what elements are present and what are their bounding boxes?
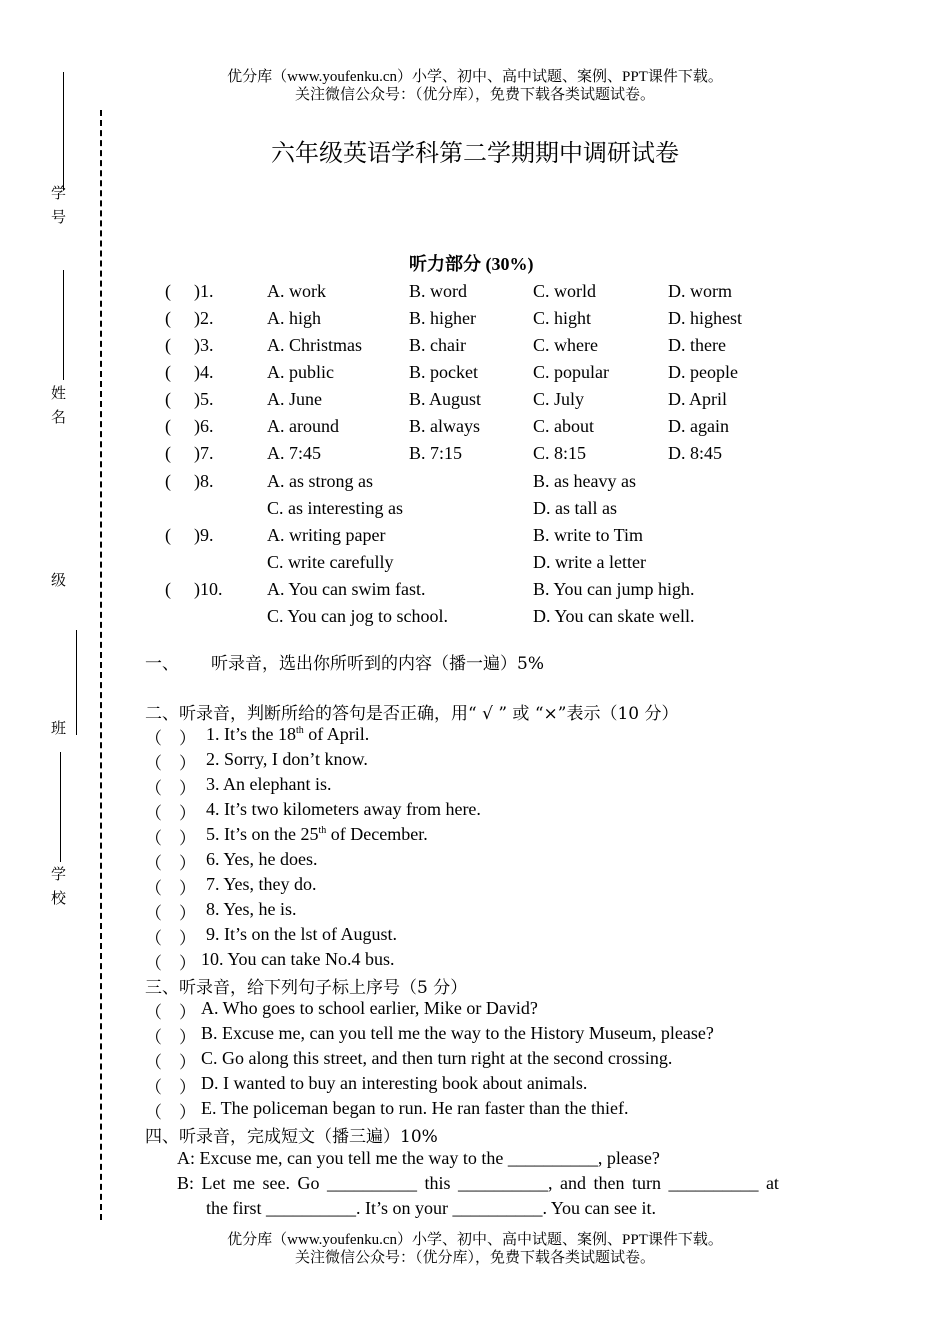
option-d: D. worm [668, 281, 732, 301]
school-line [60, 752, 61, 862]
dialogue-line-a[interactable]: A: Excuse me, can you tell me the way to the __________, please? [177, 1148, 660, 1168]
option-a: A. writing paper [267, 525, 386, 545]
option-a: A. high [267, 308, 321, 328]
answer-paren[interactable]: （ ） [145, 904, 196, 924]
statement: 8. Yes, he is. [206, 899, 297, 919]
class-line [76, 630, 77, 735]
option-d: D. highest [668, 308, 742, 328]
option-b: B. pocket [409, 362, 478, 382]
option-c: C. as interesting as [267, 498, 403, 518]
answer-paren[interactable]: ( [165, 443, 171, 463]
statement: 4. It’s two kilometers away from here. [206, 799, 481, 819]
sentence: D. I wanted to buy an interesting book about animals. [201, 1073, 588, 1093]
question-number: )4. [194, 362, 214, 382]
statement: 9. It’s on the lst of August. [206, 924, 398, 944]
answer-paren[interactable]: ( [165, 281, 171, 301]
student-no-label: 学 号 [49, 185, 67, 226]
part1-number: 一、 [145, 654, 179, 674]
answer-paren[interactable]: ( [165, 471, 171, 491]
dialogue-line-b1[interactable]: B: Let me see. Go __________ this __________, and then turn __________ at [177, 1173, 779, 1193]
option-a: A. June [267, 389, 322, 409]
part3-title: 三、听录音，给下列句子标上序号（5 分） [145, 978, 468, 998]
option-b: B. chair [409, 335, 466, 355]
answer-paren[interactable]: （ ） [145, 854, 196, 874]
option-d: D. as tall as [533, 498, 617, 518]
statement: 6. Yes, he does. [206, 849, 318, 869]
part1-instruction: 听录音，选出你所听到的内容（播一遍）5% [211, 654, 544, 674]
option-b: B. higher [409, 308, 476, 328]
sentence: C. Go along this street, and then turn right at the second crossing. [201, 1048, 673, 1068]
option-b: B. You can jump high. [533, 579, 695, 599]
option-b: B. August [409, 389, 482, 409]
school-label: 学 校 [49, 866, 67, 907]
option-a: A. work [267, 281, 326, 301]
answer-paren[interactable]: ( [165, 335, 171, 355]
question-number: )2. [194, 308, 214, 328]
answer-paren[interactable]: ( [165, 308, 171, 328]
grade-label: 级 [49, 572, 67, 589]
option-c: C. popular [533, 362, 609, 382]
answer-paren[interactable]: ( [165, 525, 171, 545]
answer-paren[interactable]: （ ） [145, 929, 196, 949]
statement: 5. It’s on the 25th of December. [206, 824, 428, 844]
option-d: D. 8:45 [668, 443, 722, 463]
answer-paren[interactable]: （ ） [145, 1053, 196, 1073]
name-label: 姓 名 [49, 385, 67, 426]
option-c: C. world [533, 281, 596, 301]
option-b: B. write to Tim [533, 525, 644, 545]
option-d: D. again [668, 416, 729, 436]
option-a: A. 7:45 [267, 443, 321, 463]
sentence: E. The policeman began to run. He ran faster than the thief. [201, 1098, 629, 1118]
option-c: C. 8:15 [533, 443, 587, 463]
answer-paren[interactable]: （ ） [145, 804, 196, 824]
question-number: )1. [194, 281, 214, 301]
option-b: B. always [409, 416, 480, 436]
option-d: D. You can skate well. [533, 606, 695, 626]
question-number: )7. [194, 443, 214, 463]
option-b: B. 7:15 [409, 443, 463, 463]
class-label: 班 [49, 720, 67, 737]
answer-paren[interactable]: （ ） [145, 1003, 196, 1023]
option-c: C. where [533, 335, 598, 355]
question-number: )10. [194, 579, 223, 599]
answer-paren[interactable]: （ ） [145, 729, 196, 749]
option-c: C. write carefully [267, 552, 394, 572]
question-number: )8. [194, 471, 214, 491]
option-c: C. about [533, 416, 594, 436]
sentence: A. Who goes to school earlier, Mike or David? [201, 998, 538, 1018]
question-number: )6. [194, 416, 214, 436]
statement: 10. You can take No.4 bus. [201, 949, 395, 969]
part2-title: 二、听录音，判断所给的答句是否正确，用“ √ ” 或 “×”表示（10 分） [145, 704, 679, 724]
sentence: B. Excuse me, can you tell me the way to the History Museum, please? [201, 1023, 714, 1043]
header-line-2: 关注微信公众号：（优分库），免费下载各类试题试卷。 [294, 87, 655, 103]
option-d: D. April [668, 389, 728, 409]
answer-paren[interactable]: ( [165, 579, 171, 599]
answer-paren[interactable]: （ ） [145, 829, 196, 849]
option-c: C. You can jog to school. [267, 606, 449, 626]
option-a: A. You can swim fast. [267, 579, 426, 599]
answer-paren[interactable]: （ ） [145, 1028, 196, 1048]
answer-paren[interactable]: （ ） [145, 1078, 196, 1098]
footer-line-2: 关注微信公众号：（优分库），免费下载各类试题试卷。 [294, 1250, 655, 1266]
option-a: A. around [267, 416, 339, 436]
answer-paren[interactable]: （ ） [145, 879, 196, 899]
option-b: B. word [409, 281, 467, 301]
option-a: A. as strong as [267, 471, 373, 491]
answer-paren[interactable]: （ ） [145, 1103, 196, 1123]
answer-paren[interactable]: ( [165, 416, 171, 436]
option-d: D. people [668, 362, 738, 382]
answer-paren[interactable]: ( [165, 389, 171, 409]
part4-title: 四、听录音，完成短文（播三遍）10% [145, 1127, 438, 1147]
option-d: D. write a letter [533, 552, 646, 572]
statement: 7. Yes, they do. [206, 874, 317, 894]
option-a: A. Christmas [267, 335, 363, 355]
statement: 1. It’s the 18th of April. [206, 724, 370, 744]
listening-heading: 听力部分 (30%) [409, 254, 534, 274]
statement: 3. An elephant is. [206, 774, 332, 794]
page-title: 六年级英语学科第二学期期中调研试卷 [271, 139, 679, 167]
answer-paren[interactable]: （ ） [145, 779, 196, 799]
option-b: B. as heavy as [533, 471, 636, 491]
question-number: )9. [194, 525, 214, 545]
question-number: )5. [194, 389, 214, 409]
dialogue-line-b2[interactable]: the first __________. It’s on your __________. You can see it. [206, 1198, 656, 1218]
option-c: C. July [533, 389, 585, 409]
option-c: C. hight [533, 308, 592, 328]
header-line-1: 优分库（www.youfenku.cn）小学、初中、高中试题、案例、PPT课件下载。 [227, 69, 723, 85]
student-no-line [63, 72, 64, 190]
statement: 2. Sorry, I don’t know. [206, 749, 368, 769]
question-number: )3. [194, 335, 214, 355]
option-a: A. public [267, 362, 334, 382]
answer-paren[interactable]: （ ） [145, 954, 196, 974]
answer-paren[interactable]: ( [165, 362, 171, 382]
name-line [63, 270, 64, 380]
footer-line-1: 优分库（www.youfenku.cn）小学、初中、高中试题、案例、PPT课件下载。 [227, 1232, 723, 1248]
answer-paren[interactable]: （ ） [145, 754, 196, 774]
option-d: D. there [668, 335, 726, 355]
binding-dashed-line [100, 110, 102, 1220]
